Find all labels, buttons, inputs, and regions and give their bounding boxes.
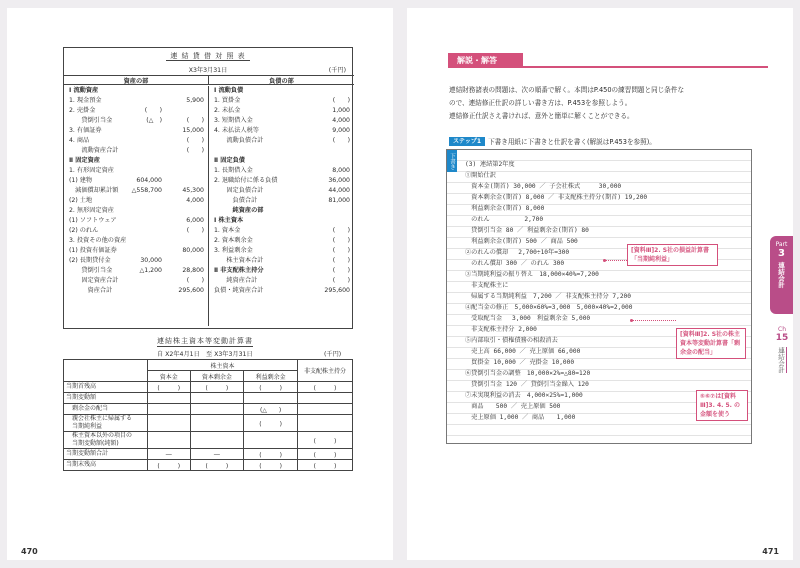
page-number-left: 470: [21, 547, 38, 556]
equity-cell: [148, 393, 191, 404]
bs-row-value: 6,000: [186, 217, 204, 224]
bs-row-value: ( ): [332, 277, 350, 284]
equity-row-label: 当期首残高: [64, 382, 148, 393]
chapter-title: 連結会計: [777, 347, 785, 373]
shareholders-equity-header: 株主資本: [148, 360, 298, 371]
pointer-line: [632, 320, 676, 321]
bs-row-value: 5,900: [186, 97, 204, 104]
bs-row: [64, 266, 208, 276]
equity-row-label: 剰余金の配当: [64, 404, 148, 415]
equity-statement-unit: (千円): [324, 351, 342, 358]
bs-row-value: ( ): [332, 267, 350, 274]
step-heading: [449, 136, 656, 146]
draft-line: ⑦未実現利益の消去 4,000×25%=1,000: [465, 392, 583, 399]
draft-line: 利益剰余金(期首) 500 ／ 商品 500: [465, 238, 578, 245]
bs-row-label: 固定資産合計: [69, 277, 119, 284]
bs-row-value: 295,600: [324, 287, 350, 294]
bs-row-label: Ⅰ 株主資本: [214, 217, 244, 224]
assets-column: [64, 86, 209, 326]
bs-row-value: ( ): [332, 97, 350, 104]
bs-row: [209, 216, 354, 226]
bs-row: [209, 286, 354, 296]
equity-cell: [298, 393, 353, 404]
left-page: [7, 8, 393, 560]
equity-statement-date: 自 X2年4月1日 至 X3年3月31日: [157, 351, 253, 358]
intro-line: 連結財務諸表の問題は、次の順番で解く。本問はP.450の練習問題と同じ条件な: [449, 86, 685, 94]
equity-cell: ( ): [244, 460, 298, 471]
bs-row-value: 295,600: [178, 287, 204, 294]
pointer-line: [605, 260, 627, 261]
bs-row-label: 1. 現金預金: [69, 97, 102, 104]
equity-cell: [244, 432, 298, 449]
equity-cell: ( ): [298, 449, 353, 460]
bs-row-label: 負債・純資産合計: [214, 287, 264, 294]
equity-cell: [190, 415, 244, 432]
bs-row-value: 9,000: [332, 127, 350, 134]
draft-tag: 下書き: [447, 150, 457, 172]
bs-row-label: 1. 資本金: [214, 227, 241, 234]
col-header-nci: 非支配株主持分: [298, 360, 353, 382]
bs-row: [209, 146, 354, 156]
bs-row-label: 3. 有価証券: [69, 127, 102, 134]
bs-row-label: Ⅱ 非支配株主持分: [214, 267, 264, 274]
bs-row-value: 45,300: [182, 187, 204, 194]
equity-cell: [298, 404, 353, 415]
part-number: 3: [778, 248, 785, 259]
bs-row: [64, 276, 208, 286]
bs-row: [64, 246, 208, 256]
equity-cell: ( ): [298, 432, 353, 449]
pointer-dot: [630, 319, 633, 322]
equity-row-label: 親会社株主に帰属する 当期純利益: [64, 415, 148, 432]
bs-row-label: 流動資産合計: [69, 147, 119, 154]
draft-line: ③当期純利益の振り替え 18,000×40%=7,200: [465, 271, 599, 278]
equity-cell: ( ): [190, 382, 244, 393]
col-header-retained-earnings: 利益剰余金: [244, 371, 298, 382]
bs-row-value: 1,000: [332, 107, 350, 114]
equity-statement-title: 連結株主資本等変動計算書: [157, 337, 253, 345]
intro-text: [449, 84, 769, 123]
bs-row: [64, 236, 208, 246]
bs-row: [64, 96, 208, 106]
equity-row: [64, 404, 353, 415]
equity-row-label: 当期変動額: [64, 393, 148, 404]
bs-row-sub-value: △558,700: [131, 187, 162, 194]
equity-cell: [298, 415, 353, 432]
bs-row-label: 流動負債合計: [214, 137, 264, 144]
equity-cell: ( ): [244, 415, 298, 432]
bs-row: [209, 106, 354, 116]
bs-row: [209, 226, 354, 236]
note-income-statement: [資料Ⅲ]2. S社の損益計算書「当期純利益」: [627, 244, 718, 266]
equity-row-label: 当期末残高: [64, 460, 148, 471]
bs-row: [209, 96, 354, 106]
bs-row-value: ( ): [332, 257, 350, 264]
note-materials: ⑤⑥⑦は[資料Ⅲ]3. 4. 5. の金額を使う: [696, 390, 748, 421]
chapter-number: 15: [775, 333, 789, 343]
equity-row: [64, 382, 353, 393]
bs-row: [64, 136, 208, 146]
bs-row-value: ( ): [332, 237, 350, 244]
bs-row: [64, 216, 208, 226]
equity-row: [64, 460, 353, 471]
bs-row-value: ( ): [332, 227, 350, 234]
bs-row-value: 36,000: [328, 177, 350, 184]
bs-row-sub-value: (△ ): [146, 117, 162, 124]
bs-row-label: 純資産合計: [214, 277, 258, 284]
liabilities-column: [209, 86, 354, 326]
equity-cell: (△ ): [244, 404, 298, 415]
balance-sheet-title: 連 結 貸 借 対 照 表: [166, 52, 249, 61]
col-header-capital: 資本金: [148, 371, 191, 382]
bs-row-label: (2) のれん: [69, 227, 99, 234]
equity-statement-table: [63, 359, 353, 471]
equity-row: [64, 449, 353, 460]
equity-cell: [148, 415, 191, 432]
bs-row-label: 純資産の部: [214, 207, 264, 214]
bs-row-label: 2. 売掛金: [69, 107, 96, 114]
assets-header: 資産の部: [64, 75, 209, 85]
bs-row-label: (2) 長期貸付金: [69, 257, 111, 264]
bs-row: [209, 266, 354, 276]
draft-line: 受取配当金 3,000 利益剰余金 5,000: [465, 315, 591, 322]
bs-row-value: ( ): [186, 277, 204, 284]
bs-row-value: ( ): [186, 147, 204, 154]
bs-row-value: 81,000: [328, 197, 350, 204]
equity-cell: ( ): [244, 449, 298, 460]
bs-row-label: Ⅰ 流動負債: [214, 87, 244, 94]
bs-row-label: 2. 未払金: [214, 107, 241, 114]
bs-row: [209, 176, 354, 186]
bs-row: [209, 126, 354, 136]
bs-row-label: 減価償却累計額: [69, 187, 119, 194]
equity-cell: ( ): [298, 460, 353, 471]
step-text: 下書き用紙に下書きと仕訳を書く(解説はP.453を参照)。: [488, 138, 656, 146]
equity-cell: [190, 432, 244, 449]
bs-row: [64, 186, 208, 196]
equity-row: [64, 393, 353, 404]
bs-row-label: 3. 利益剰余金: [214, 247, 253, 254]
draft-line: 資本金(期首) 30,000 ／ 子会社株式 30,000: [465, 183, 622, 190]
bs-row: [209, 196, 354, 206]
draft-line: (3) 連結第2年度: [465, 161, 515, 168]
draft-line: のれん 2,700: [465, 216, 544, 223]
bs-row-label: 貸倒引当金: [69, 267, 113, 274]
bs-row: [209, 166, 354, 176]
bs-row: [64, 106, 208, 116]
draft-sheet: [446, 149, 752, 444]
bs-row-label: 1. 有形固定資産: [69, 167, 114, 174]
part-title: 連結会計: [777, 262, 785, 288]
bs-row-label: 固定負債合計: [214, 187, 264, 194]
bs-row-label: (1) 投資有価証券: [69, 247, 117, 254]
bs-row-value: ( ): [186, 227, 204, 234]
bs-row-label: (1) 建物: [69, 177, 93, 184]
bs-row-label: Ⅰ 流動資産: [69, 87, 99, 94]
draft-line: ⑤内部取引・債権債務の相殺消去: [465, 337, 558, 344]
bs-row-label: 資産合計: [69, 287, 113, 294]
bs-row: [64, 126, 208, 136]
bs-row-value: ( ): [186, 117, 204, 124]
bs-row-label: 1. 買掛金: [214, 97, 241, 104]
bs-row: [209, 236, 354, 246]
bs-row-label: 貸倒引当金: [69, 117, 113, 124]
chapter-label: Ch: [778, 326, 786, 333]
bs-row: [64, 226, 208, 236]
bs-row: [64, 86, 208, 96]
bs-row-value: 28,800: [182, 267, 204, 274]
bs-row: [64, 166, 208, 176]
bs-row-sub-value: 30,000: [140, 257, 162, 264]
intro-line: 連結修正仕訳さえ書ければ、意外と簡単に解くことができる。: [449, 112, 634, 120]
equity-cell: ―: [190, 449, 244, 460]
bs-row-label: (2) 土地: [69, 197, 93, 204]
bs-row-label: 3. 短期借入金: [214, 117, 253, 124]
bs-row: [64, 196, 208, 206]
bs-row-value: 4,000: [186, 197, 204, 204]
bs-row-label: 負債合計: [214, 197, 258, 204]
bs-row-label: 2. 退職給付に係る負債: [214, 177, 278, 184]
draft-line: 買掛金 10,000 ／ 売掛金 10,000: [465, 359, 575, 366]
draft-line: 売上高 66,000 ／ 売上原価 66,000: [465, 348, 581, 355]
bs-row-value: 15,000: [182, 127, 204, 134]
draft-line: 商品 500 ／ 売上原価 500: [465, 403, 561, 410]
equity-row: [64, 415, 353, 432]
bs-row-value: 44,000: [328, 187, 350, 194]
bs-row-label: 2. 資本剰余金: [214, 237, 253, 244]
equity-cell: [148, 404, 191, 415]
equity-cell: ( ): [148, 460, 191, 471]
bs-row-value: 80,000: [182, 247, 204, 254]
bs-row-label: (1) ソフトウェア: [69, 217, 117, 224]
draft-line: ④配当金の修正 5,000×60%=3,000 5,000×40%=2,000: [465, 304, 633, 311]
bs-row-sub-value: △1,200: [139, 267, 162, 274]
equity-row-label: 株主資本以外の項目の 当期変動額(純額): [64, 432, 148, 449]
draft-line: 帰属する当期純利益 7,200 ／ 非支配株主持分 7,200: [465, 293, 631, 300]
bs-row-label: Ⅱ 固定負債: [214, 157, 245, 164]
draft-line: ②のれんの償却 2,700÷10年=300: [465, 249, 570, 256]
bs-row: [209, 116, 354, 126]
draft-line: 非支配株主持分 2,000: [465, 326, 537, 333]
bs-row: [64, 206, 208, 216]
draft-line: 利益剰余金(期首) 8,000: [465, 205, 545, 212]
bs-row-value: 8,000: [332, 167, 350, 174]
draft-line: ①開始仕訳: [465, 172, 496, 179]
section-header: [448, 53, 768, 68]
bs-row-value: ( ): [332, 137, 350, 144]
bs-row-label: 4. 未払法人税等: [214, 127, 259, 134]
bs-row: [209, 156, 354, 166]
bs-row-label: Ⅱ 固定資産: [69, 157, 100, 164]
bs-row-value: 4,000: [332, 117, 350, 124]
bs-row-label: 1. 長期借入金: [214, 167, 253, 174]
bs-row-label: 株主資本合計: [214, 257, 264, 264]
draft-line: 資本剰余金(期首) 8,000 ／ 非支配株主持分(期首) 19,200: [465, 194, 648, 201]
balance-sheet: [63, 47, 353, 329]
equity-cell: ( ): [298, 382, 353, 393]
bs-row-label: 2. 無形固定資産: [69, 207, 114, 214]
draft-line: 貸倒引当金 80 ／ 利益剰余金(期首) 80: [465, 227, 589, 234]
bs-row-label: 3. 投資その他の資産: [69, 237, 127, 244]
right-page: [407, 8, 793, 560]
bs-row-value: ( ): [186, 137, 204, 144]
equity-cell: ( ): [190, 460, 244, 471]
equity-cell: [190, 393, 244, 404]
equity-cell: ―: [148, 449, 191, 460]
chapter-tab[interactable]: [772, 326, 792, 373]
equity-row: [64, 432, 353, 449]
part-tab[interactable]: [770, 236, 793, 314]
equity-cell: [190, 404, 244, 415]
liabilities-header: 負債の部: [209, 75, 354, 85]
bs-row: [209, 136, 354, 146]
bs-row: [64, 286, 208, 296]
bs-row: [209, 206, 354, 216]
bs-row: [64, 156, 208, 166]
page-number-right: 471: [762, 547, 779, 556]
bs-row: [64, 116, 208, 126]
bs-row: [209, 246, 354, 256]
note-dividends: [資料Ⅲ]2. S社の株主資本等変動計算書「剰余金の配当」: [676, 328, 746, 359]
bs-row: [209, 256, 354, 266]
intro-line: ので、連結修正仕訳の詳しい書き方は、P.453を参照しよう。: [449, 99, 632, 107]
equity-cell: [148, 432, 191, 449]
bs-row: [209, 276, 354, 286]
col-header-capital-surplus: 資本剰余金: [190, 371, 244, 382]
balance-sheet-unit: (千円): [328, 67, 346, 74]
draft-line: 非支配株主に: [465, 282, 509, 289]
part-label: Part: [775, 241, 788, 248]
pointer-dot: [603, 259, 606, 262]
bs-row: [209, 86, 354, 96]
balance-sheet-date: X3年3月31日: [188, 67, 228, 74]
bs-row-label: 4. 商品: [69, 137, 90, 144]
bs-row: [209, 186, 354, 196]
equity-cell: ( ): [148, 382, 191, 393]
bs-row-value: ( ): [332, 247, 350, 254]
step-badge: ステップ1: [449, 137, 485, 146]
bs-row: [64, 146, 208, 156]
draft-line: 貸倒引当金 120 ／ 貸倒引当金繰入 120: [465, 381, 589, 388]
draft-line: 売上原価 1,000 ／ 商品 1,000: [465, 414, 576, 421]
draft-line: ⑥貸倒引当金の調整 10,000×2%=△80=120: [465, 370, 591, 377]
bs-row-sub-value: ( ): [144, 107, 162, 114]
equity-cell: [244, 393, 298, 404]
bs-row: [64, 256, 208, 266]
equity-cell: ( ): [244, 382, 298, 393]
bs-row: [64, 176, 208, 186]
section-title: 解説・解答: [448, 53, 523, 68]
draft-line: のれん償却 300 ／ のれん 300: [465, 260, 565, 267]
equity-row-label: 当期変動額合計: [64, 449, 148, 460]
bs-row-sub-value: 604,000: [136, 177, 162, 184]
